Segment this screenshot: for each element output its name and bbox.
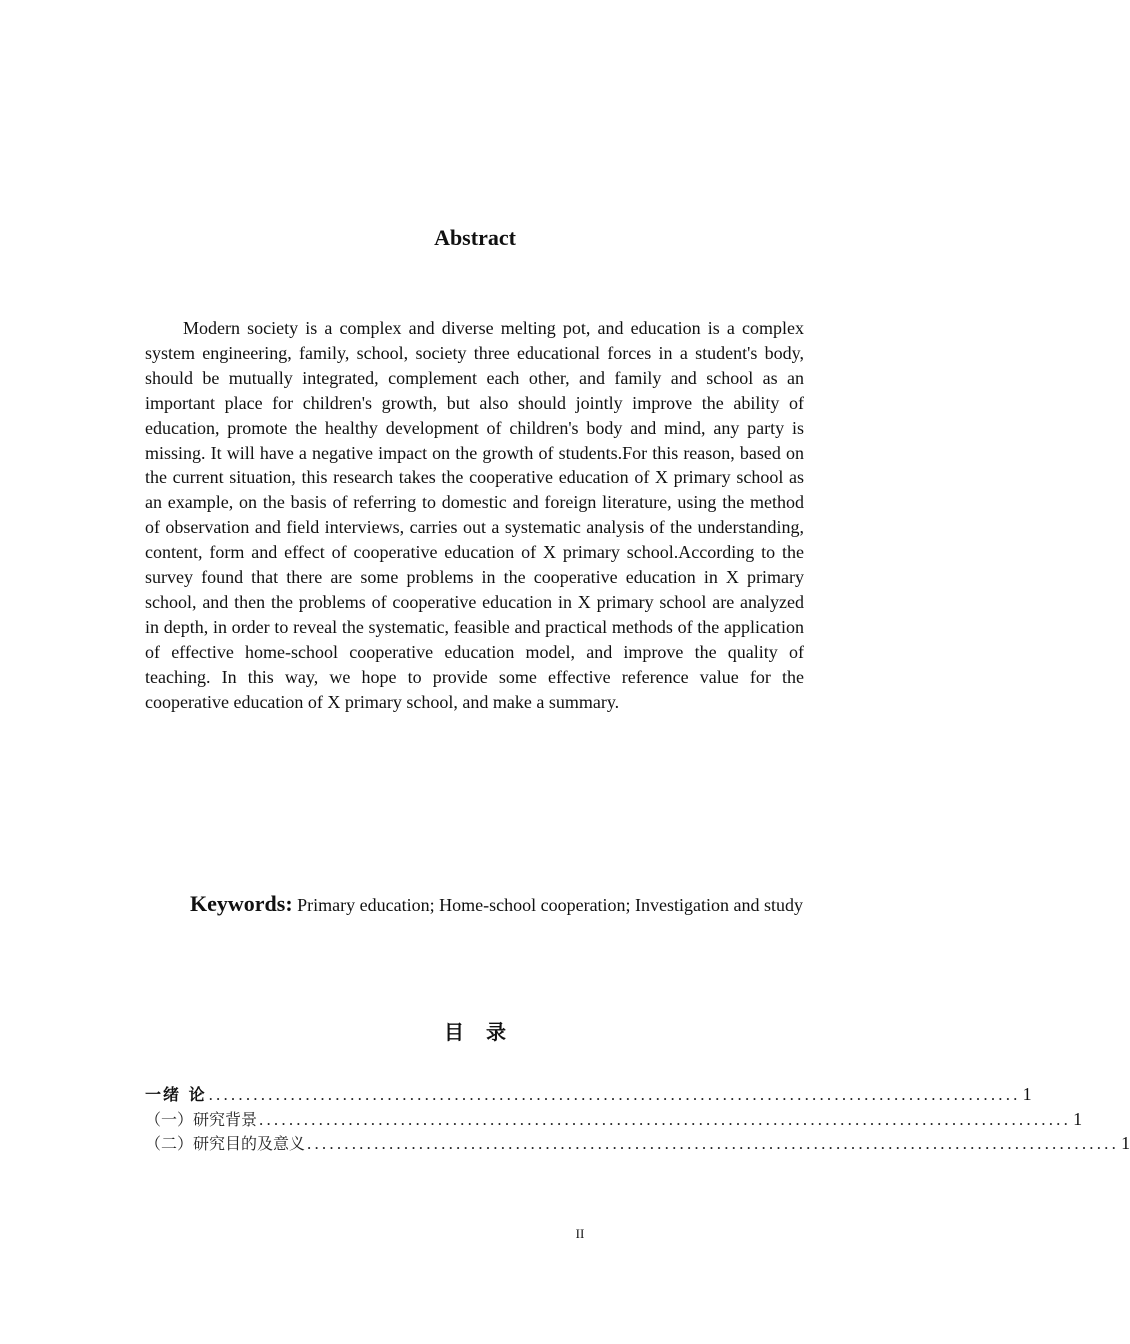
toc-entry-introduction[interactable] bbox=[145, 1082, 1032, 1107]
toc-leader-dots: ............................................................................................................. bbox=[307, 1134, 1120, 1153]
toc-entry-page: 1 bbox=[1022, 1084, 1032, 1104]
toc-leader-dots: ............................................................................................................. bbox=[259, 1109, 1072, 1129]
keywords-label: Keywords: bbox=[190, 891, 293, 916]
toc-entry-page: 1 bbox=[1121, 1133, 1130, 1153]
keywords-paragraph bbox=[145, 886, 804, 923]
toc-entry-research-background[interactable] bbox=[145, 1107, 1083, 1132]
toc-leader-dots: ............................................................................................................. bbox=[208, 1085, 1021, 1104]
toc-entry-label: （二）研究目的及意义 bbox=[145, 1134, 306, 1153]
toc-entry-research-purpose[interactable] bbox=[145, 1131, 1130, 1156]
keywords-text: Primary education; Home-school cooperation; Investigation and study bbox=[292, 895, 804, 915]
toc-entry-label: （一）研究背景 bbox=[145, 1109, 258, 1129]
toc-title: 目录 bbox=[444, 1020, 528, 1044]
toc-entry-label: 一绪 论 bbox=[145, 1085, 207, 1104]
page-number: II bbox=[575, 1226, 585, 1241]
abstract-title: Abstract bbox=[434, 225, 516, 250]
abstract-body: Modern society is a complex and diverse melting pot, and education is a complex system engineering, family, school, society three educational forces in a student's body, should be mutually integrated, complement each other, and family and school as an important place for children's growth, but also should jointly improve the ability of education, promote the healthy development of children's body and mind, any party is missing. It will have a negative impact on the growth of students.For this reason, based on the current situation, this research takes the cooperative education of X primary school as an example, on the basis of referring to domestic and foreign literature, using the method of observation and field interviews, carries out a systematic analysis of the understanding, content, form and effect of cooperative education of X primary school.According to the survey found that there are some problems in the cooperative education in X primary school, and then the problems of cooperative education in X primary school are analyzed in depth, in order to reveal the systematic, feasible and practical methods of the application of effective home-school cooperative education model, and improve the quality of teaching. In this way, we hope to provide some effective reference value for the cooperative education of X primary school, and make a summary. bbox=[145, 318, 804, 712]
table-of-contents bbox=[145, 1082, 1130, 1156]
toc-entry-page: 1 bbox=[1073, 1108, 1083, 1129]
